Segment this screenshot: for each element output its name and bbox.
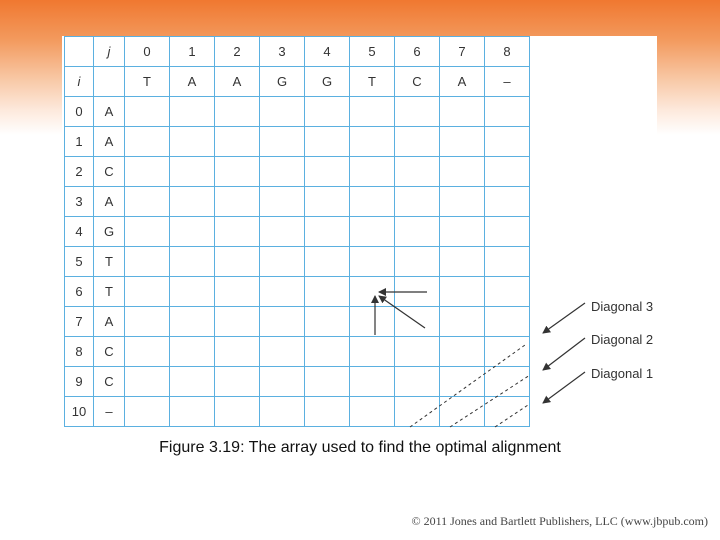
i-index: 5 [65, 247, 94, 277]
j-index: 7 [440, 37, 485, 67]
sequence-base: T [94, 247, 125, 277]
sequence-base: T [350, 67, 395, 97]
sequence-base: G [94, 217, 125, 247]
sequence-base: C [94, 337, 125, 367]
sequence-base: A [94, 307, 125, 337]
diagonal-1-line [495, 405, 528, 427]
i-label: i [65, 67, 94, 97]
diagonal-1-pointer [543, 372, 585, 403]
sequence-base: A [94, 127, 125, 157]
sequence-base: – [94, 397, 125, 427]
figure-caption: Figure 3.19: The array used to find the optimal alignment [159, 439, 561, 456]
i-index: 3 [65, 187, 94, 217]
j-label: j [94, 37, 125, 67]
i-index: 10 [65, 397, 94, 427]
copyright-notice: © 2011 Jones and Bartlett Publishers, LLC (www.jbpub.com) [411, 514, 708, 528]
j-index: 5 [350, 37, 395, 67]
i-index: 0 [65, 97, 94, 127]
j-index: 8 [485, 37, 530, 67]
arrow-from-diagonal [379, 296, 425, 328]
i-index: 9 [65, 367, 94, 397]
sequence-base: A [215, 67, 260, 97]
sequence-base: G [260, 67, 305, 97]
sequence-base: G [305, 67, 350, 97]
i-index: 6 [65, 277, 94, 307]
i-index: 7 [65, 307, 94, 337]
diagonal-2-line [450, 375, 530, 427]
j-index: 3 [260, 37, 305, 67]
sequence-base: C [395, 67, 440, 97]
sequence-base: T [94, 277, 125, 307]
diagonal-2-pointer [543, 338, 585, 370]
diagonal-1-label: Diagonal 1 [591, 366, 654, 381]
j-index: 1 [170, 37, 215, 67]
j-index: 4 [305, 37, 350, 67]
j-index: 0 [125, 37, 170, 67]
i-index: 2 [65, 157, 94, 187]
diagonal-3-pointer [543, 303, 585, 333]
j-index: 6 [395, 37, 440, 67]
diagonal-3-label: Diagonal 3 [591, 299, 654, 314]
sequence-base: T [125, 67, 170, 97]
diagonal-2-label: Diagonal 2 [591, 332, 654, 347]
sequence-base: A [94, 187, 125, 217]
i-index: 1 [65, 127, 94, 157]
sequence-base: A [170, 67, 215, 97]
sequence-base: – [485, 67, 530, 97]
i-index: 8 [65, 337, 94, 367]
j-index: 2 [215, 37, 260, 67]
sequence-base: C [94, 367, 125, 397]
i-index: 4 [65, 217, 94, 247]
sequence-base: C [94, 157, 125, 187]
sequence-base: A [94, 97, 125, 127]
diagonal-3-line [410, 345, 525, 427]
sequence-base: A [440, 67, 485, 97]
